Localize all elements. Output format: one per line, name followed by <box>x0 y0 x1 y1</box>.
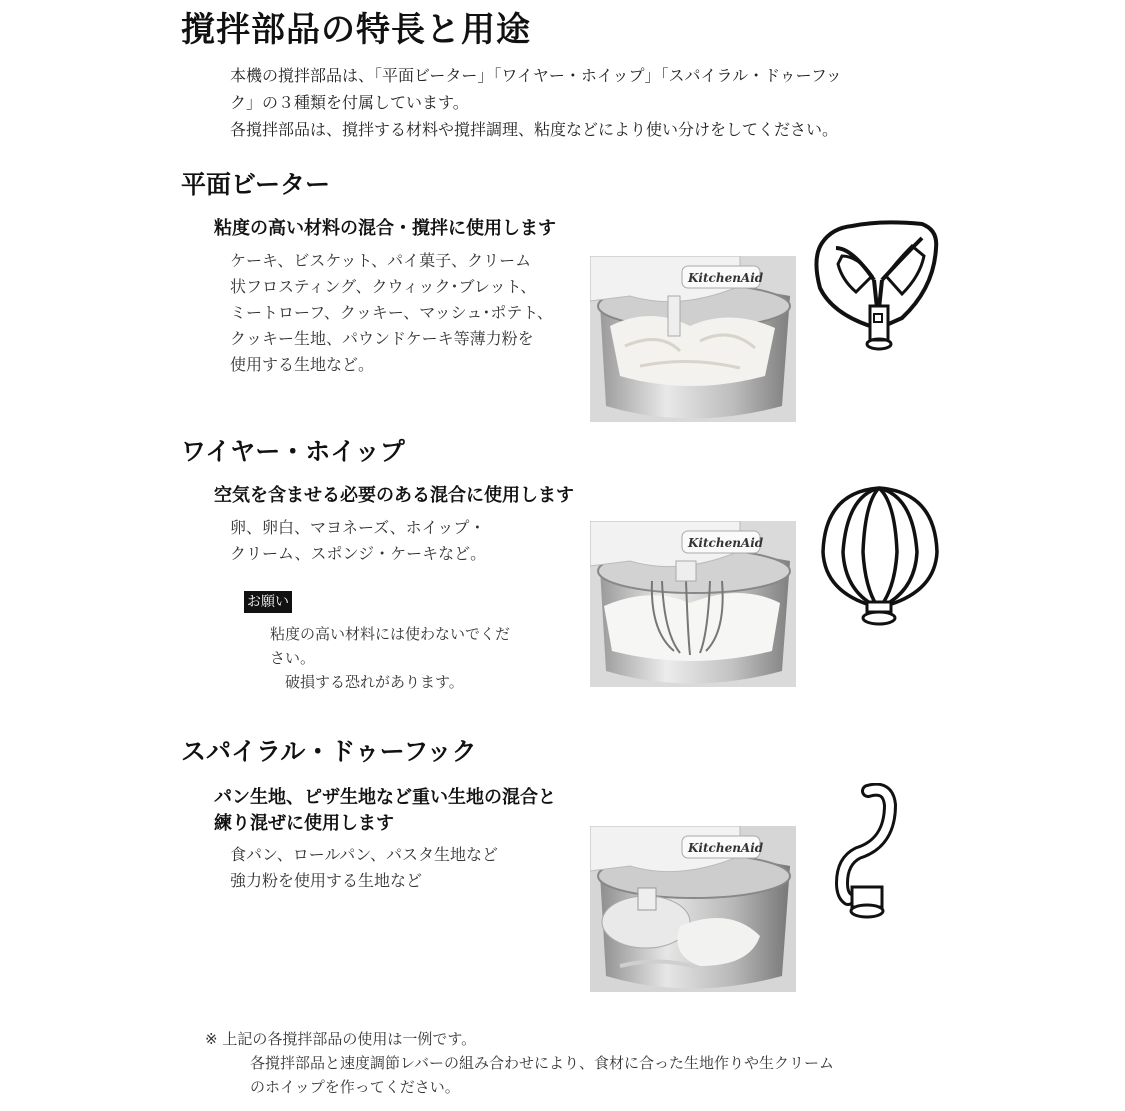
section-title-flat-beater: 平面ビーター <box>181 170 331 199</box>
body-line: クッキー生地、パウンドケーキ等薄力粉を <box>230 329 534 348</box>
note-line: 破損する恐れがあります。 <box>270 673 464 691</box>
note-badge: お願い <box>244 591 292 613</box>
brand-logo: KitchenAid <box>688 536 764 550</box>
body-line: クリーム、スポンジ・ケーキなど。 <box>230 544 487 563</box>
section-title-dough-hook: スパイラル・ドゥーフック <box>181 737 477 766</box>
brand-logo: KitchenAid <box>688 271 764 285</box>
section-subtitle: 粘度の高い材料の混合・撹拌に使用します <box>214 218 556 239</box>
intro-line: 本機の撹拌部品は、「平面ビーター」「ワイヤー・ホイップ」「スパイラル・ドゥーフッ <box>230 66 842 85</box>
body-line: ミートローフ、クッキー、マッシュ･ポテト、 <box>230 303 553 322</box>
dough-hook-illustration <box>828 783 908 923</box>
intro-line: ク」の３種類を付属しています。 <box>230 93 469 112</box>
intro-line: 各撹拌部品は、撹拌する材料や撹拌調理、粘度などにより使い分けをしてください。 <box>230 120 839 139</box>
brand-logo: KitchenAid <box>688 841 764 855</box>
note-text <box>270 622 510 694</box>
note-line: さい。 <box>270 649 316 667</box>
section-body <box>230 842 498 894</box>
footer-line: のホイップを作ってください。 <box>250 1078 460 1096</box>
wire-whip-photo <box>590 521 796 687</box>
body-line: 強力粉を使用する生地など <box>230 871 423 890</box>
subtitle-line: 練り混ぜに使用します <box>214 813 394 834</box>
intro-paragraph <box>230 62 842 143</box>
section-body <box>230 248 553 378</box>
dough-hook-photo <box>590 826 796 992</box>
section-subtitle <box>214 785 556 837</box>
footer-line: ※ 上記の各撹拌部品の使用は一例です。 <box>205 1030 477 1048</box>
flat-beater-illustration <box>812 218 942 358</box>
body-line: 状フロスティング、クウィック･ブレット、 <box>230 277 537 296</box>
section-title-wire-whip: ワイヤー・ホイップ <box>181 437 405 466</box>
body-line: 使用する生地など。 <box>230 355 375 374</box>
flat-beater-photo <box>590 256 796 422</box>
body-line: 食パン、ロールパン、パスタ生地など <box>230 845 499 864</box>
section-body <box>230 515 486 567</box>
wire-whip-illustration <box>815 482 945 632</box>
body-line: 卵、卵白、マヨネーズ、ホイップ・ <box>230 518 486 537</box>
body-line: ケーキ、ビスケット、パイ菓子、クリーム <box>230 251 532 270</box>
page-title: 撹拌部品の特長と用途 <box>181 10 531 50</box>
section-subtitle: 空気を含ませる必要のある混合に使用します <box>214 485 574 506</box>
subtitle-line: パン生地、ピザ生地など重い生地の混合と <box>214 787 556 808</box>
note-line: 粘度の高い材料には使わないでくだ <box>270 625 511 643</box>
footer-note <box>205 1027 834 1099</box>
footer-line: 各撹拌部品と速度調節レバーの組み合わせにより、食材に合った生地作りや生クリーム <box>250 1054 834 1072</box>
